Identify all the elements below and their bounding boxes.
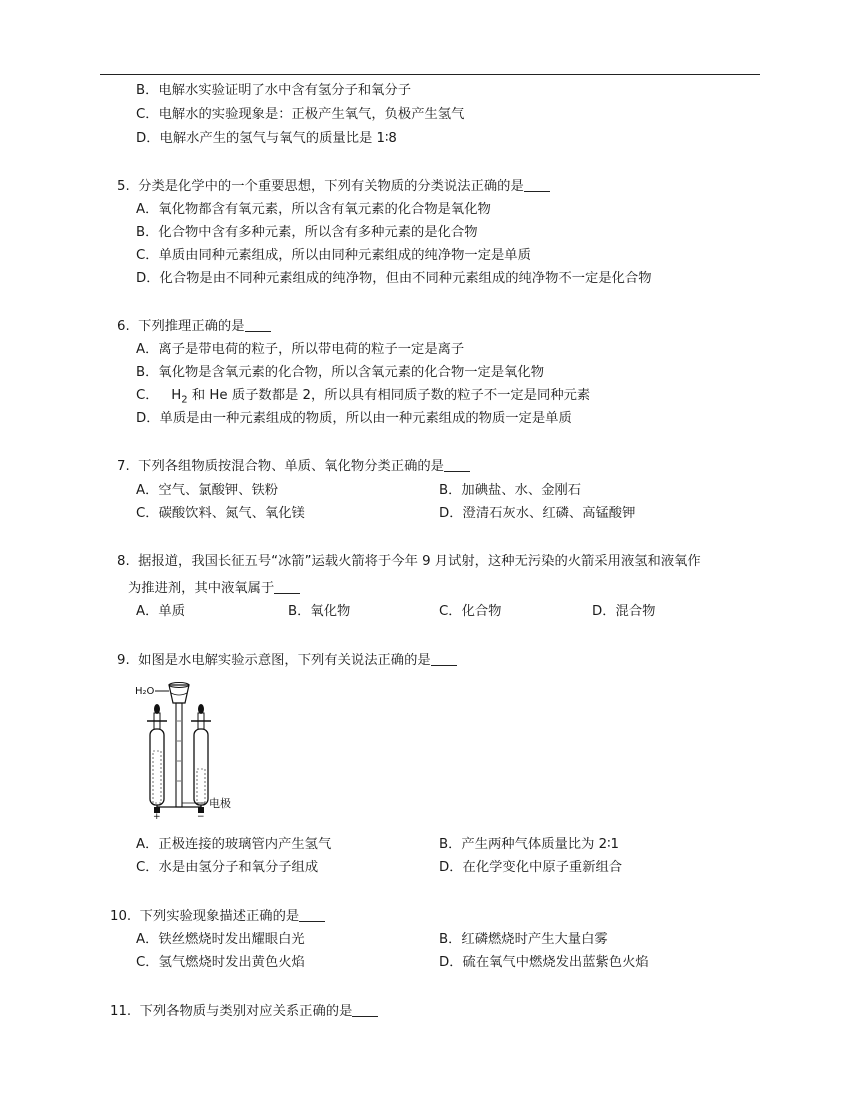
q7-option-d: D．澄清石灰水、红磷、高锰酸钾 — [439, 506, 636, 521]
q6-stem — [117, 317, 271, 336]
q6-option-c-letter: C． — [136, 388, 159, 403]
q7-option-b: B．加碘盐、水、金刚石 — [439, 483, 582, 498]
q6-option-a: A．离子是带电荷的粒子，所以带电荷的粒子一定是离子 — [136, 342, 465, 357]
answer-blank — [245, 317, 271, 332]
answer-blank — [524, 177, 550, 192]
plus-sign: + — [153, 812, 161, 819]
q8-option-b: B．氧化物 — [288, 604, 351, 619]
answer-blank — [444, 457, 470, 472]
minus-sign: − — [197, 812, 205, 819]
reservoir-water — [171, 693, 187, 695]
q6-option-c-text: 和 He 质子数都是 2，所以具有相同质子数的粒子不一定是同种元素 — [187, 388, 591, 403]
q5-option-b: B．化合物中含有多种元素，所以含有多种元素的是化合物 — [136, 225, 478, 240]
q6-number: 6. — [117, 319, 130, 334]
q8-stem-text-2: 为推进剂，其中液氧属于 — [128, 581, 275, 596]
q9-option-b: B．产生两种气体质量比为 2∶1 — [439, 837, 619, 852]
diagram-label-h2o: H₂O — [135, 686, 155, 697]
q9-stem-text: 如图是水电解实验示意图，下列有关说法正确的是 — [138, 653, 431, 668]
q5-stem-text: 分类是化学中的一个重要思想，下列有关物质的分类说法正确的是 — [138, 179, 524, 194]
right-tube — [194, 729, 208, 805]
bottom-connector — [157, 805, 201, 807]
q4-option-b: B．电解水实验证明了水中含有氢分子和氧分子 — [136, 83, 412, 98]
h2-symbol: H — [171, 388, 182, 403]
q10-number: 10. — [110, 909, 132, 924]
q7-number: 7. — [117, 459, 130, 474]
q5-stem — [117, 177, 550, 196]
q4-option-d: D．电解水产生的氢气与氧气的质量比是 1∶8 — [136, 131, 397, 146]
center-tube — [176, 703, 182, 807]
q10-option-c: C．氢气燃烧时发出黄色火焰 — [136, 955, 305, 970]
q11-stem-text: 下列各物质与类别对应关系正确的是 — [139, 1004, 353, 1019]
q8-stem-text-1: 据报道，我国长征五号“冰箭”运载火箭将于今年 9 月试射，这种无污染的火箭采用液氢和液氧作 — [138, 554, 701, 569]
q10-stem-text: 下列实验现象描述正确的是 — [139, 909, 300, 924]
q9-option-c: C．水是由氢分子和氧分子组成 — [136, 860, 319, 875]
electrolysis-diagram — [133, 681, 248, 819]
right-tube-water — [197, 769, 205, 803]
q8-number: 8. — [117, 554, 130, 569]
q6-option-b: B．氧化物是含氧元素的化合物，所以含氧元素的化合物一定是氧化物 — [136, 365, 545, 380]
q11-number: 11. — [110, 1004, 132, 1019]
q9-number: 9. — [117, 653, 130, 668]
q10-option-b: B．红磷燃烧时产生大量白雾 — [439, 932, 608, 947]
q9-option-d: D．在化学变化中原子重新组合 — [439, 860, 623, 875]
q8-option-d: D．混合物 — [592, 604, 656, 619]
q4-option-c: C．电解水的实验现象是：正极产生氧气，负极产生氢气 — [136, 107, 465, 122]
q7-stem-text: 下列各组物质按混合物、单质、氧化物分类正确的是 — [138, 459, 444, 474]
left-tube-water — [153, 751, 161, 803]
left-flame — [154, 704, 160, 714]
q9-stem — [117, 651, 457, 670]
q11-stem — [110, 1002, 378, 1021]
q5-option-d: D．化合物是由不同种元素组成的纯净物，但由不同种元素组成的纯净物不一定是化合物 — [136, 271, 652, 286]
q10-option-a: A．铁丝燃烧时发出耀眼白光 — [136, 932, 305, 947]
q8-stem-line1 — [117, 553, 701, 571]
diagram-label-electrode: 电极 — [209, 797, 231, 810]
answer-blank — [299, 907, 325, 922]
right-flame — [198, 704, 204, 714]
h2-subscript: 2 — [181, 394, 188, 406]
q6-stem-text: 下列推理正确的是 — [138, 319, 245, 334]
q5-option-a: A．氧化物都含有氧元素，所以含有氧元素的化合物是氧化物 — [136, 202, 491, 217]
q10-stem — [110, 907, 325, 926]
q5-number: 5. — [117, 179, 130, 194]
q9-option-a: A．正极连接的玻璃管内产生氢气 — [136, 837, 332, 852]
q10-option-d: D．硫在氧气中燃烧发出蓝紫色火焰 — [439, 955, 649, 970]
q8-option-a: A．单质 — [136, 604, 185, 619]
q5-option-c: C．单质由同种元素组成，所以由同种元素组成的纯净物一定是单质 — [136, 248, 531, 263]
header-rule — [100, 74, 760, 75]
answer-blank — [274, 579, 300, 594]
q7-option-a: A．空气、氯酸钾、铁粉 — [136, 483, 279, 498]
answer-blank — [431, 651, 457, 666]
q6-option-c — [136, 387, 590, 410]
q7-option-c: C．碳酸饮料、氮气、氧化镁 — [136, 506, 305, 521]
q6-option-d: D．单质是由一种元素组成的物质，所以由一种元素组成的物质一定是单质 — [136, 411, 572, 426]
q7-stem — [117, 457, 470, 476]
q8-option-c: C．化合物 — [439, 604, 502, 619]
answer-blank — [352, 1002, 378, 1017]
q8-stem-line2 — [128, 579, 300, 598]
left-tube — [150, 729, 164, 805]
